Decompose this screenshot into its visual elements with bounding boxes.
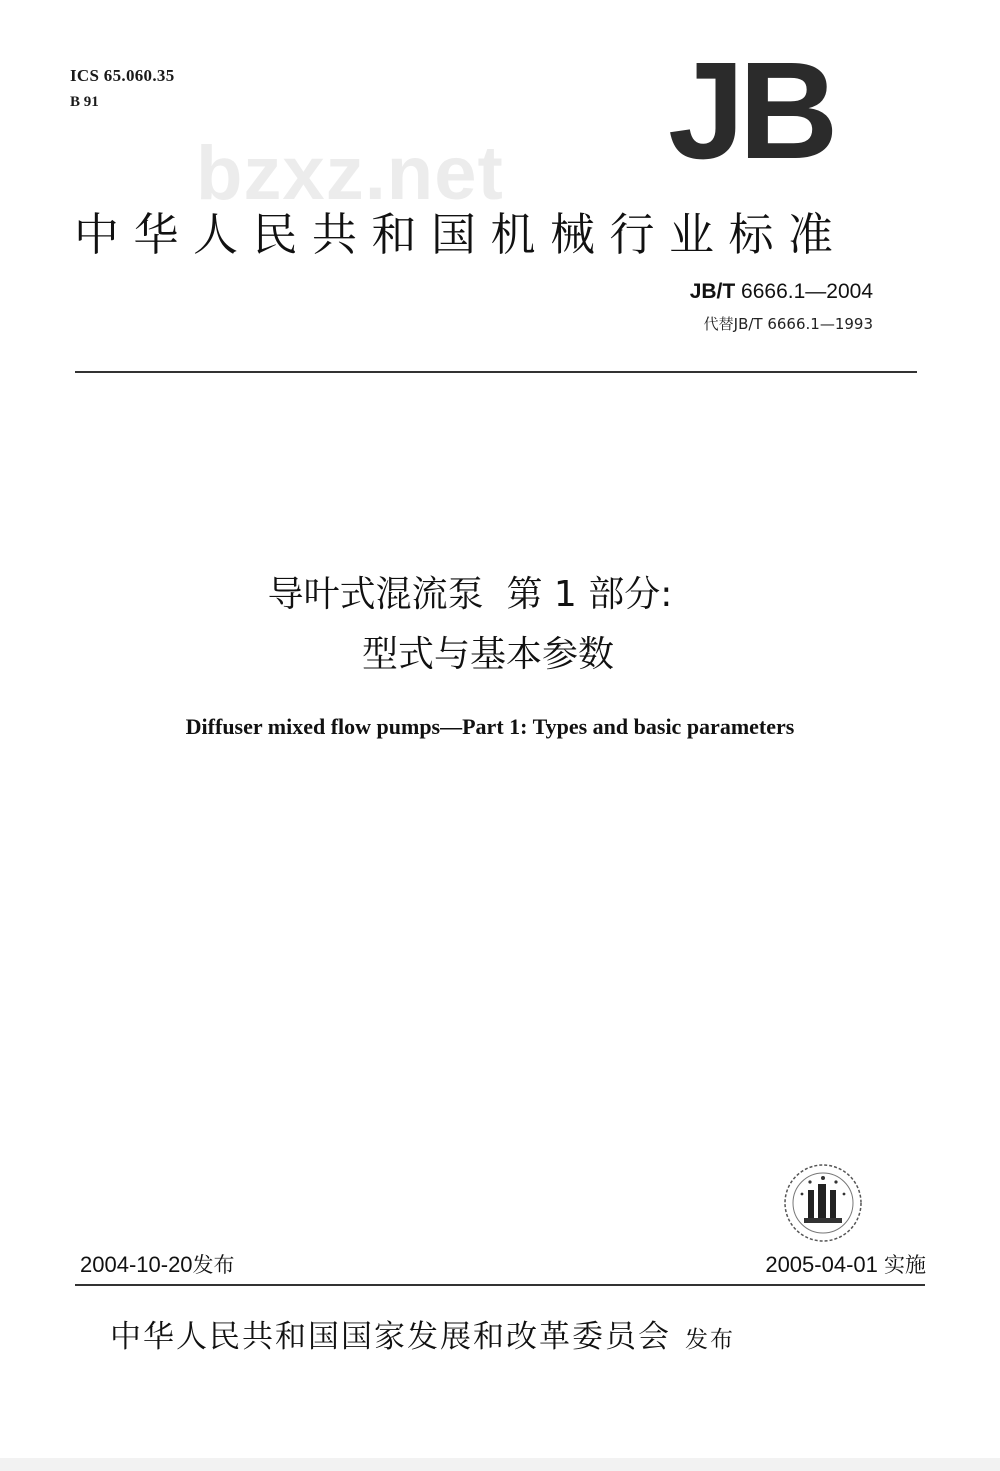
standard-number — [690, 280, 873, 304]
issue-date-suffix: 发布 — [192, 1253, 235, 1277]
standard-number-prefix: JB/T — [689, 280, 736, 303]
top-divider — [75, 371, 917, 373]
page-bottom-edge — [0, 1458, 1000, 1471]
en-title: Diffuser mixed flow pumps—Part 1: Types and basic parameters — [185, 714, 795, 739]
issue-date — [80, 1249, 235, 1279]
watermark: bzxz.net — [196, 131, 504, 216]
implementation-date-value: 2005-04-01 — [765, 1252, 878, 1277]
implementation-date — [765, 1249, 926, 1279]
classification-code: B 91 — [70, 94, 99, 110]
standard-title: 中华人民共和国机械行业标准 — [74, 208, 848, 261]
bottom-divider — [75, 1284, 925, 1286]
replaces-standard: 代替JB/T 6666.1—1993 — [703, 315, 873, 333]
publisher-seal-icon — [780, 1160, 866, 1246]
implementation-date-suffix: 实施 — [884, 1253, 926, 1277]
publisher-suffix: 发布 — [685, 1327, 735, 1353]
standard-number-value: 6666.1—2004 — [741, 280, 873, 303]
ics-code: ICS 65.060.35 — [70, 66, 175, 85]
cn-title-line2: 型式与基本参数 — [361, 634, 614, 675]
publisher — [110, 1311, 735, 1356]
jb-logo-icon — [668, 34, 868, 188]
issue-date-value: 2004-10-20 — [80, 1252, 193, 1277]
publisher-name: 中华人民共和国国家发展和改革委员会 — [110, 1319, 671, 1355]
cn-title-line1: 导叶式混流泵 第 1 部分: — [267, 574, 673, 615]
jb-logo-text: JB — [668, 34, 833, 188]
